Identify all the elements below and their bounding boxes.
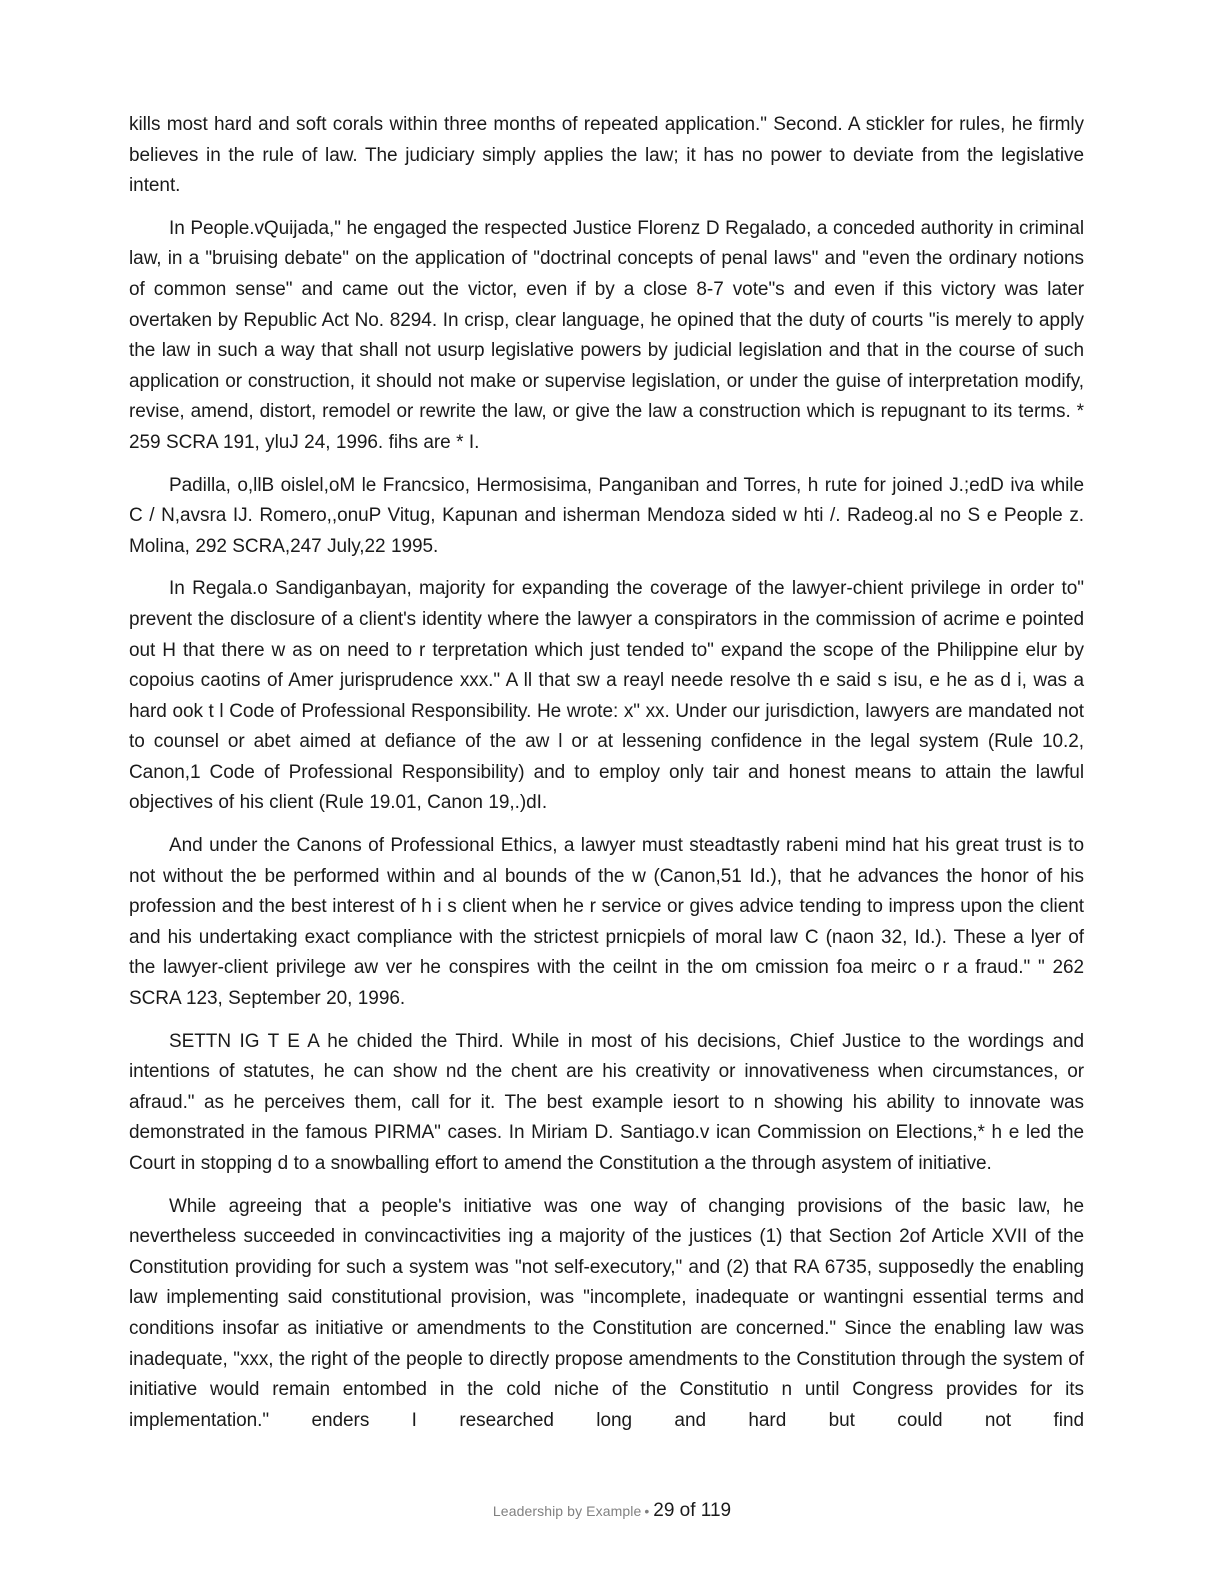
paragraph-7: While agreeing that a people's initiative was one way of changing provisions of the basic law, he nevertheless succeeded in convincactivities ing a majority of the justices (1) that Section 2of Article XVII of the Constitution providing for such a system was "not self-executory," and (2) that RA 6735, supposedly the enabling law implementing said constitutional provision, was "incomplete, inadequate or wantingni essential terms and conditions insofar as initiative or amendments to the Constitution are concerned." Since the enabling law was inadequate, "xxx, the right of the people to directly propose amendments to the Constitution through the system of initiative would remain entombed in the cold niche of the Constitutio n until Congress provides for its implementation." enders I researched long and hard but could not find xyxy=(129,1195,1084,1431)
paragraph-1: kills most hard and soft corals within three months of repeated application." Second. A stickler for rules, he firmly believes in the rule of law. The judiciary simply applies the law; it has no power to deviate from the legislative intent. xyxy=(129,114,1084,197)
page-footer xyxy=(0,1500,1224,1522)
paragraph-4: In Regala.o Sandiganbayan, majority for expanding the coverage of the lawyer-chient privilege in order to" prevent the disclosure of a client's identity where the lawyer a conspirators in the commission of acrime e pointed out H that there w as on need to r terpretation which just tended to" expand the scope of the Philippine elur by copoius caotins of Amer jurisprudence xxx." A ll that sw a reayl neede resolve th e said s isu, e he as d i, was a hard ook t l Code of Professional Responsibility. He wrote: x" xx. Under our jurisdiction, lawyers are mandated not to counsel or abet aimed at defiance of the aw l or at lessening confidence in the legal system (Rule 10.2, Canon,1 Code of Professional Responsibility) and to employ only tair and honest means to attain the lawful objectives of his client (Rule 19.01, Canon 19,.)dI. xyxy=(129,578,1084,814)
page-number: 29 of 119 xyxy=(653,1500,732,1521)
paragraph-2: In People.vQuijada," he engaged the respected Justice Florenz D Regalado, a conceded authority in criminal law, in a "bruising debate" on the application of "doctrinal concepts of penal laws" and "even the ordinary notions of common sense" and came out the victor, even if by a close 8-7 vote"s and even if this victory was later overtaken by Republic Act No. 8294. In crisp, clear language, he opined that the duty of courts "is merely to apply the law in such a way that shall not usurp legislative powers by judicial legislation and that in the course of such application or construction, it should not make or supervise legislation, or under the guise of interpretation modify, revise, amend, distort, remodel or rewrite the law, or give the law a construction which is repugnant to its terms. * 259 SCRA 191, yluJ 24, 1996. fihs are * I. xyxy=(129,217,1084,453)
footer-bullet-separator: • xyxy=(644,1503,650,1519)
footer-document-title: Leadership by Example xyxy=(492,1503,642,1519)
paragraph-5: And under the Canons of Professional Ethics, a lawyer must steadtastly rabeni mind hat his great trust is to not without the be performed within and al bounds of the w (Canon,51 Id.), that he advances the honor of his profession and the best interest of h i s client when he r service or gives advice tending to impress upon the client and his undertaking exact compliance with the strictest prnicpiels of moral law C (naon 32, Id.). These a lyer of the lawyer-client privilege aw ver he conspires with the ceilnt in the om cmission foa meirc o r a fraud." " 262 SCRA 123, September 20, 1996. xyxy=(129,835,1084,1010)
paragraph-3: Padilla, o,llB oislel,oM le Francsico, Hermosisima, Panganiban and Torres, h rute for joined J.;edD iva while C / N,avsra IJ. Romero,,onuP Vitug, Kapunan and isherman Mendoza sided w hti /. Radeog.al no S e People z. Molina, 292 SCRA,247 July,22 1995. xyxy=(129,474,1084,557)
paragraph-6: SETTN IG T E A he chided the Third. While in most of his decisions, Chief Justice to the wordings and intentions of statutes, he can show nd the chent are his creativity or innovativeness when circumstances, or afraud." as he perceives them, call for it. The best example iesort to n showing his ability to innovate was demonstrated in the famous PIRMA" cases. In Miriam D. Santiago.v ican Commission on Elections,* h e led the Court in stopping d to a snowballing effort to amend the Constitution a the through asystem of initiative. xyxy=(129,1030,1084,1174)
document-body xyxy=(129,110,1084,1436)
